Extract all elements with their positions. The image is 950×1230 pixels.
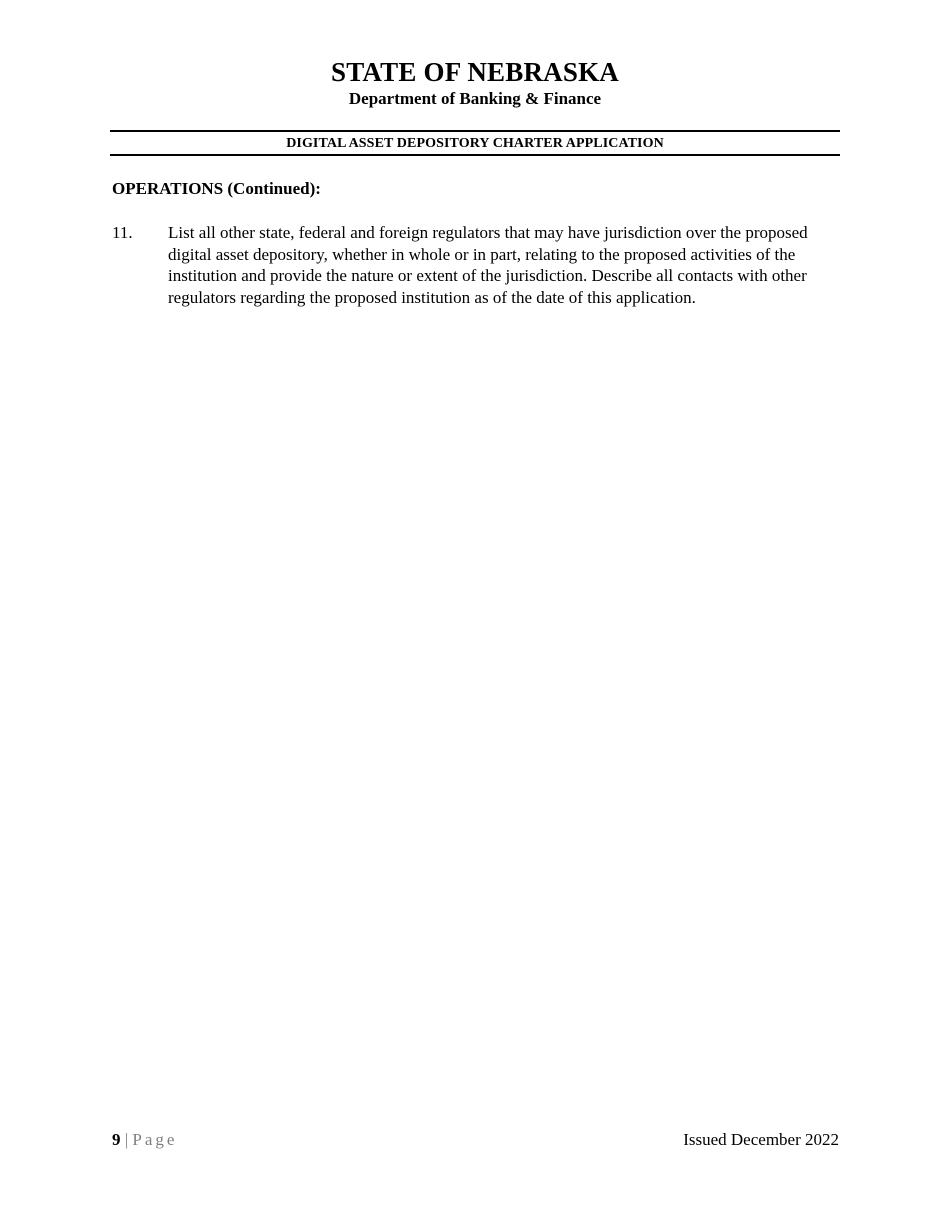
header-rule-bottom bbox=[110, 154, 840, 156]
issued-date: Issued December 2022 bbox=[683, 1130, 839, 1149]
page-footer-left bbox=[112, 1130, 177, 1150]
header-rule-top bbox=[110, 130, 840, 132]
question-text: List all other state, federal and foreign regulators that may have jurisdiction over the proposed digital asset depository, whether in whole or in part, relating to the proposed activities of the institution and provide the nature or extent of the jurisdiction. Describe all contacts with other regulators regarding the proposed institution as of the date of this application. bbox=[168, 223, 808, 307]
department-name: Department of Banking & Finance bbox=[348, 89, 602, 108]
form-title: DIGITAL ASSET DEPOSITORY CHARTER APPLICATION bbox=[286, 136, 664, 151]
page-title: STATE OF NEBRASKA bbox=[331, 57, 619, 87]
page-label: Page bbox=[132, 1130, 178, 1149]
section-heading: OPERATIONS (Continued): bbox=[112, 179, 321, 198]
question-number: 11. bbox=[112, 223, 133, 242]
page-number: 9 bbox=[112, 1130, 121, 1149]
page-separator: | bbox=[124, 1130, 129, 1149]
